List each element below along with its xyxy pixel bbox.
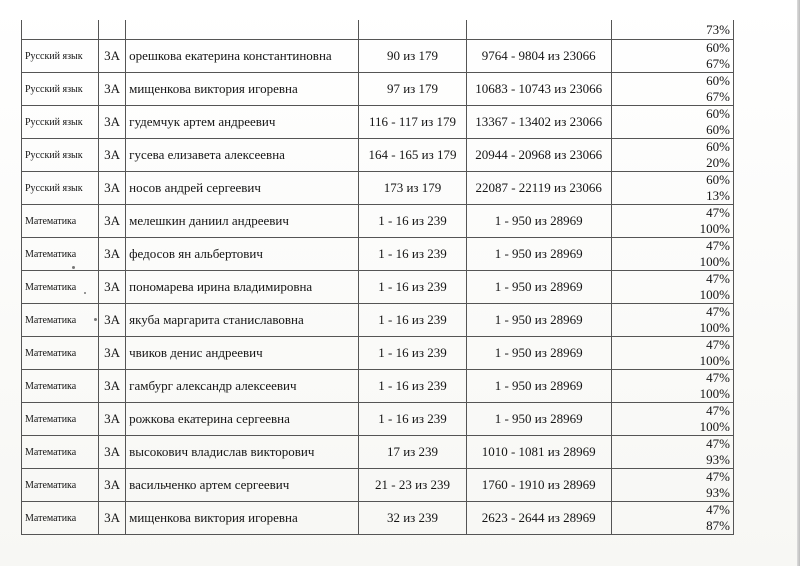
percent-value: 47% — [706, 205, 730, 220]
table-row — [22, 337, 734, 370]
cell-class-place: 21 - 23 из 239 — [359, 469, 466, 502]
table-row — [22, 73, 734, 106]
cell-percent — [611, 205, 733, 238]
cell-name: рожкова екатерина сергеевна — [126, 403, 359, 436]
cell-subject: Русский язык — [22, 139, 99, 172]
cell-subject: Математика — [22, 205, 99, 238]
cell-subject: Математика — [22, 370, 99, 403]
cell-region-place: 1 - 950 из 28969 — [466, 238, 611, 271]
percent-value: 60% — [706, 73, 730, 88]
cell-name: федосов ян альбертович — [126, 238, 359, 271]
percent-value: 47% — [706, 469, 730, 484]
cell-name: мищенкова виктория игоревна — [126, 502, 359, 535]
cell-class: 3А — [99, 337, 126, 370]
cell-region-place: 1010 - 1081 из 28969 — [466, 436, 611, 469]
cell-percent — [611, 403, 733, 436]
table-row-continuation — [22, 20, 734, 40]
cell-name: мелешкин даниил андреевич — [126, 205, 359, 238]
cell-name: гусева елизавета алексеевна — [126, 139, 359, 172]
percent-value: 100% — [699, 386, 730, 401]
cell-region-place: 22087 - 22119 из 23066 — [466, 172, 611, 205]
cell-subject: Математика — [22, 436, 99, 469]
cell-name: васильченко артем сергеевич — [126, 469, 359, 502]
percent-value: 67% — [706, 89, 730, 104]
cell-class: 3А — [99, 403, 126, 436]
cell-class-place: 1 - 16 из 239 — [359, 238, 466, 271]
cell-percent — [611, 337, 733, 370]
cell-name: пономарева ирина владимировна — [126, 271, 359, 304]
table-row — [22, 403, 734, 436]
cell-percent — [611, 20, 733, 40]
cell-name: высокович владислав викторович — [126, 436, 359, 469]
cell-subject: Математика — [22, 238, 99, 271]
percent-value: 67% — [706, 56, 730, 71]
scan-speck — [94, 318, 97, 321]
percent-value: 47% — [706, 271, 730, 286]
cell-class-place: 116 - 117 из 179 — [359, 106, 466, 139]
cell-region-place: 20944 - 20968 из 23066 — [466, 139, 611, 172]
cell-percent — [611, 436, 733, 469]
percent-value: 100% — [699, 254, 730, 269]
percent-value: 47% — [706, 337, 730, 352]
cell-subject: Математика — [22, 502, 99, 535]
percent-value: 20% — [706, 155, 730, 170]
cell-region-place: 1 - 950 из 28969 — [466, 304, 611, 337]
cell-percent — [611, 271, 733, 304]
results-table — [21, 20, 734, 535]
percent-value: 100% — [699, 320, 730, 335]
percent-value: 100% — [699, 353, 730, 368]
cell-subject: Русский язык — [22, 73, 99, 106]
cell-subject: Математика — [22, 271, 99, 304]
cell-region-place: 13367 - 13402 из 23066 — [466, 106, 611, 139]
cell-class-place: 90 из 179 — [359, 40, 466, 73]
cell-class: 3А — [99, 304, 126, 337]
table-row — [22, 370, 734, 403]
cell-region-place: 1 - 950 из 28969 — [466, 370, 611, 403]
table-row — [22, 469, 734, 502]
cell-subject: Математика — [22, 403, 99, 436]
table-row — [22, 106, 734, 139]
cell-percent — [611, 370, 733, 403]
cell-class: 3А — [99, 139, 126, 172]
cell-class-place: 17 из 239 — [359, 436, 466, 469]
table-row — [22, 40, 734, 73]
table-row — [22, 436, 734, 469]
cell-class: 3А — [99, 238, 126, 271]
percent-value: 47% — [706, 403, 730, 418]
percent-value: 60% — [706, 139, 730, 154]
cell-percent — [611, 469, 733, 502]
cell-region-place: 1 - 950 из 28969 — [466, 205, 611, 238]
cell-class: 3А — [99, 271, 126, 304]
cell-region-place: 1 - 950 из 28969 — [466, 271, 611, 304]
cell-class: 3А — [99, 469, 126, 502]
percent-value: 60% — [706, 106, 730, 121]
cell-region-place: 1760 - 1910 из 28969 — [466, 469, 611, 502]
cell-percent — [611, 73, 733, 106]
percent-value: 93% — [706, 452, 730, 467]
cell-name: гамбург александр алексеевич — [126, 370, 359, 403]
cell-class-place: 32 из 239 — [359, 502, 466, 535]
cell-region-place — [466, 20, 611, 40]
cell-class-place: 1 - 16 из 239 — [359, 370, 466, 403]
cell-class: 3А — [99, 172, 126, 205]
cell-name: гудемчук артем андреевич — [126, 106, 359, 139]
percent-value: 100% — [699, 287, 730, 302]
cell-class — [99, 20, 126, 40]
table-row — [22, 271, 734, 304]
percent-value: 47% — [706, 502, 730, 517]
cell-class: 3А — [99, 502, 126, 535]
percent-value: 13% — [706, 188, 730, 203]
percent-value: 93% — [706, 485, 730, 500]
percent-value: 100% — [699, 419, 730, 434]
table-row — [22, 172, 734, 205]
cell-subject: Математика — [22, 337, 99, 370]
cell-subject: Математика — [22, 469, 99, 502]
cell-class-place: 1 - 16 из 239 — [359, 271, 466, 304]
cell-name: орешкова екатерина константиновна — [126, 40, 359, 73]
table-row — [22, 502, 734, 535]
cell-subject: Русский язык — [22, 172, 99, 205]
scan-speck — [84, 292, 86, 294]
percent-value: 47% — [706, 370, 730, 385]
percent-value: 47% — [706, 436, 730, 451]
cell-class-place: 1 - 16 из 239 — [359, 304, 466, 337]
cell-class-place: 1 - 16 из 239 — [359, 205, 466, 238]
cell-region-place: 1 - 950 из 28969 — [466, 337, 611, 370]
cell-class-place: 97 из 179 — [359, 73, 466, 106]
percent-value: 47% — [706, 238, 730, 253]
cell-class-place: 1 - 16 из 239 — [359, 403, 466, 436]
cell-class: 3А — [99, 205, 126, 238]
cell-class: 3А — [99, 40, 126, 73]
percent-value: 60% — [706, 172, 730, 187]
cell-percent — [611, 139, 733, 172]
cell-name — [126, 20, 359, 40]
cell-percent — [611, 106, 733, 139]
table-row — [22, 139, 734, 172]
percent-value: 73% — [706, 21, 730, 37]
scan-speck — [72, 266, 75, 269]
cell-name: носов андрей сергеевич — [126, 172, 359, 205]
table-row — [22, 205, 734, 238]
cell-class-place: 164 - 165 из 179 — [359, 139, 466, 172]
cell-region-place: 1 - 950 из 28969 — [466, 403, 611, 436]
cell-percent — [611, 172, 733, 205]
cell-class: 3А — [99, 73, 126, 106]
cell-percent — [611, 502, 733, 535]
cell-region-place: 10683 - 10743 из 23066 — [466, 73, 611, 106]
percent-value: 60% — [706, 40, 730, 55]
cell-name: чвиков денис андреевич — [126, 337, 359, 370]
cell-percent — [611, 238, 733, 271]
cell-region-place: 9764 - 9804 из 23066 — [466, 40, 611, 73]
cell-region-place: 2623 - 2644 из 28969 — [466, 502, 611, 535]
percent-value: 87% — [706, 518, 730, 533]
table-row — [22, 238, 734, 271]
cell-class-place: 1 - 16 из 239 — [359, 337, 466, 370]
cell-subject — [22, 20, 99, 40]
cell-class: 3А — [99, 370, 126, 403]
cell-name: якуба маргарита станиславовна — [126, 304, 359, 337]
percent-value: 100% — [699, 221, 730, 236]
cell-class: 3А — [99, 106, 126, 139]
percent-value: 60% — [706, 122, 730, 137]
cell-subject: Русский язык — [22, 40, 99, 73]
cell-class-place: 173 из 179 — [359, 172, 466, 205]
table-row — [22, 304, 734, 337]
percent-value: 47% — [706, 304, 730, 319]
cell-subject: Математика — [22, 304, 99, 337]
cell-subject: Русский язык — [22, 106, 99, 139]
cell-name: мищенкова виктория игоревна — [126, 73, 359, 106]
cell-class-place — [359, 20, 466, 40]
cell-class: 3А — [99, 436, 126, 469]
cell-percent — [611, 40, 733, 73]
cell-percent — [611, 304, 733, 337]
